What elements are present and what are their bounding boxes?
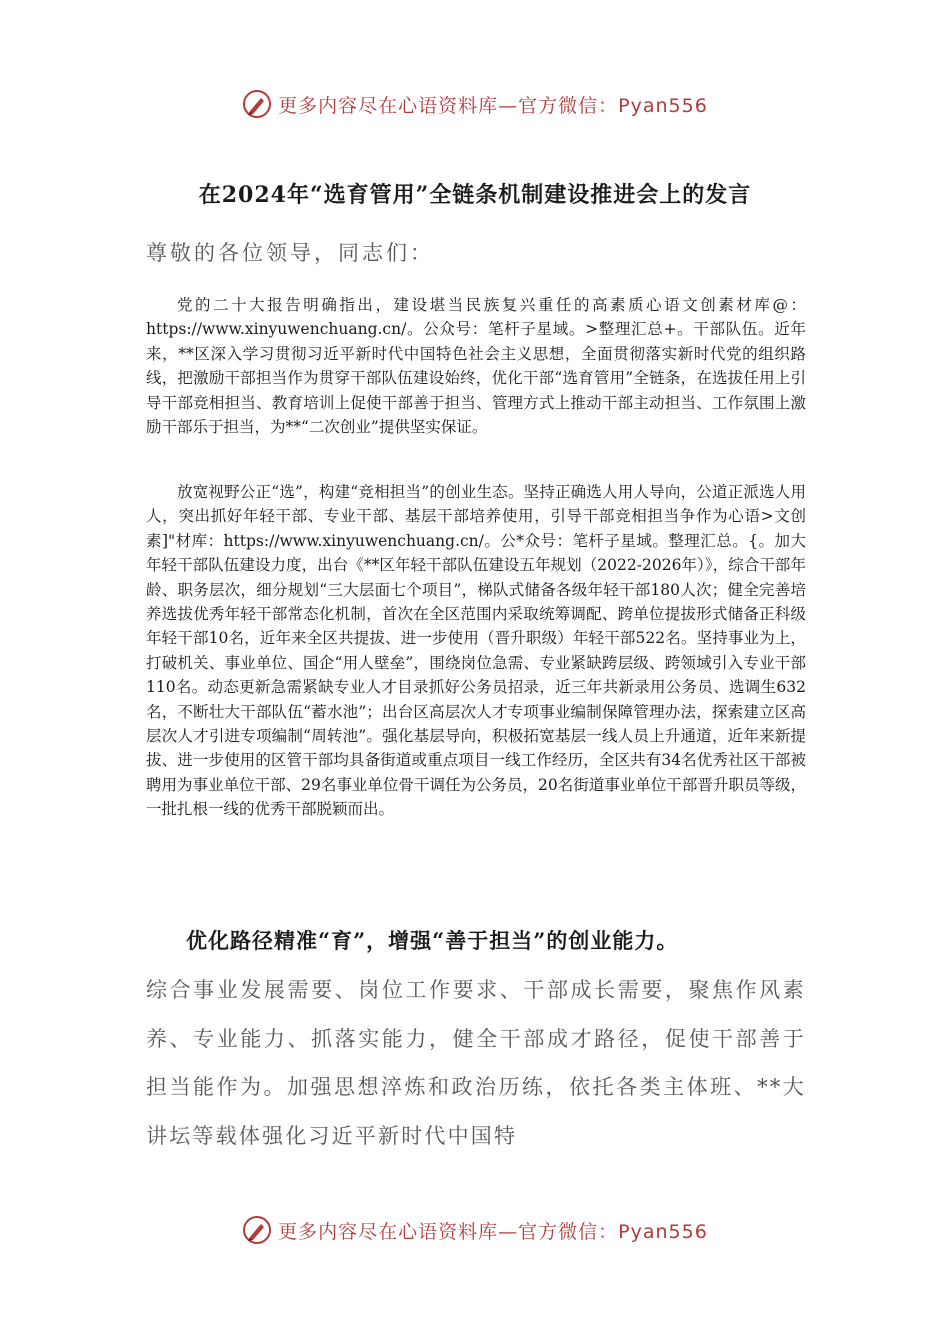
footer-banner-label: 更多内容尽在心语资料库—官方微信： [278,1220,619,1243]
footer-wechat-id: Pyan556 [618,1220,708,1243]
pen-logo-icon [242,89,272,119]
header-banner-label: 更多内容尽在心语资料库—官方微信： [278,94,619,117]
pen-logo-icon [242,1215,272,1245]
document-title: 在2024年“选育管用”全链条机制建设推进会上的发言 [198,182,752,208]
section-heading: 优化路径精准“育”，增强“善于担当”的创业能力。 [186,928,679,953]
header-banner-text [278,91,708,118]
footer-banner [0,1210,950,1250]
footer-banner-text [278,1217,708,1244]
header-banner [0,84,950,124]
paragraph-1: 党的二十大报告明确指出，建设堪当民族复兴重任的高素质心语文创素材库@：https://www.xinyuwenchuang.cn/。公众号：笔杆子星域。>整理汇总+。干部队伍。近年来，**区深入学习贯彻习近平新时代中国特色社会主义思想，全面贯彻落实新时代党的组织路线，把激励干部担当作为贯穿干部队伍建设始终，优化干部“选育管用”全链条，在选拔任用上引导干部竞相担当、教育培训上促使干部善于担当、管理方式上推动干部主动担当、工作氛围上激励干部乐于担当，为**“二次创业”提供坚实保证。 [146,296,806,437]
salutation: 尊敬的各位领导，同志们： [146,241,434,265]
header-wechat-id: Pyan556 [618,94,708,117]
large-paragraph: 综合事业发展需要、岗位工作要求、干部成长需要，聚焦作风素养、专业能力、抓落实能力，健全干部成才路径，促使干部善于担当能作为。加强思想淬炼和政治历练，依托各类主体班、**大讲坛等载体强化习近平新时代中国特 [146,978,806,1148]
paragraph-2: 放宽视野公正“选”，构建“竞相担当”的创业生态。坚持正确选人用人导向，公道正派选人用人，突出抓好年轻干部、专业干部、基层干部培养使用，引导干部竞相担当争作为心语>文创素]"材库：https://www.xinyuwenchuang.cn/。公*众号：笔杆子星域。整理汇总。{。加大年轻干部队伍建设力度，出台《**区年轻干部队伍建设五年规划（2022-2026年）》，综合干部年龄、职务层次，细分规划“三大层面七个项目”，梯队式储备各级年轻干部180人次；健全完善培养选拔优秀年轻干部常态化机制，首次在全区范围内采取统筹调配、跨单位提拔形式储备正科级年轻干部10名，近年来全区共提拔、进一步使用（晋升职级）年轻干部522名。坚持事业为上，打破机关、事业单位、国企“用人壁垒”，围绕岗位急需、专业紧缺跨层级、跨领域引入专业干部110名。动态更新急需紧缺专业人才目录抓好公务员招录，近三年共新录用公务员、选调生632名，不断壮大干部队伍“蓄水池”；出台区高层次人才专项事业编制保障管理办法，探索建立区高层次人才引进专项编制“周转池”。强化基层导向，积极拓宽基层一线人员上升通道，近年来新提拔、进一步使用的区管干部均具备街道或重点项目一线工作经历，全区共有34名优秀社区干部被聘用为事业单位干部、29名事业单位骨干调任为公务员，20名街道事业单位干部晋升职员等级，一批扎根一线的优秀干部脱颖而出。 [146,483,806,819]
